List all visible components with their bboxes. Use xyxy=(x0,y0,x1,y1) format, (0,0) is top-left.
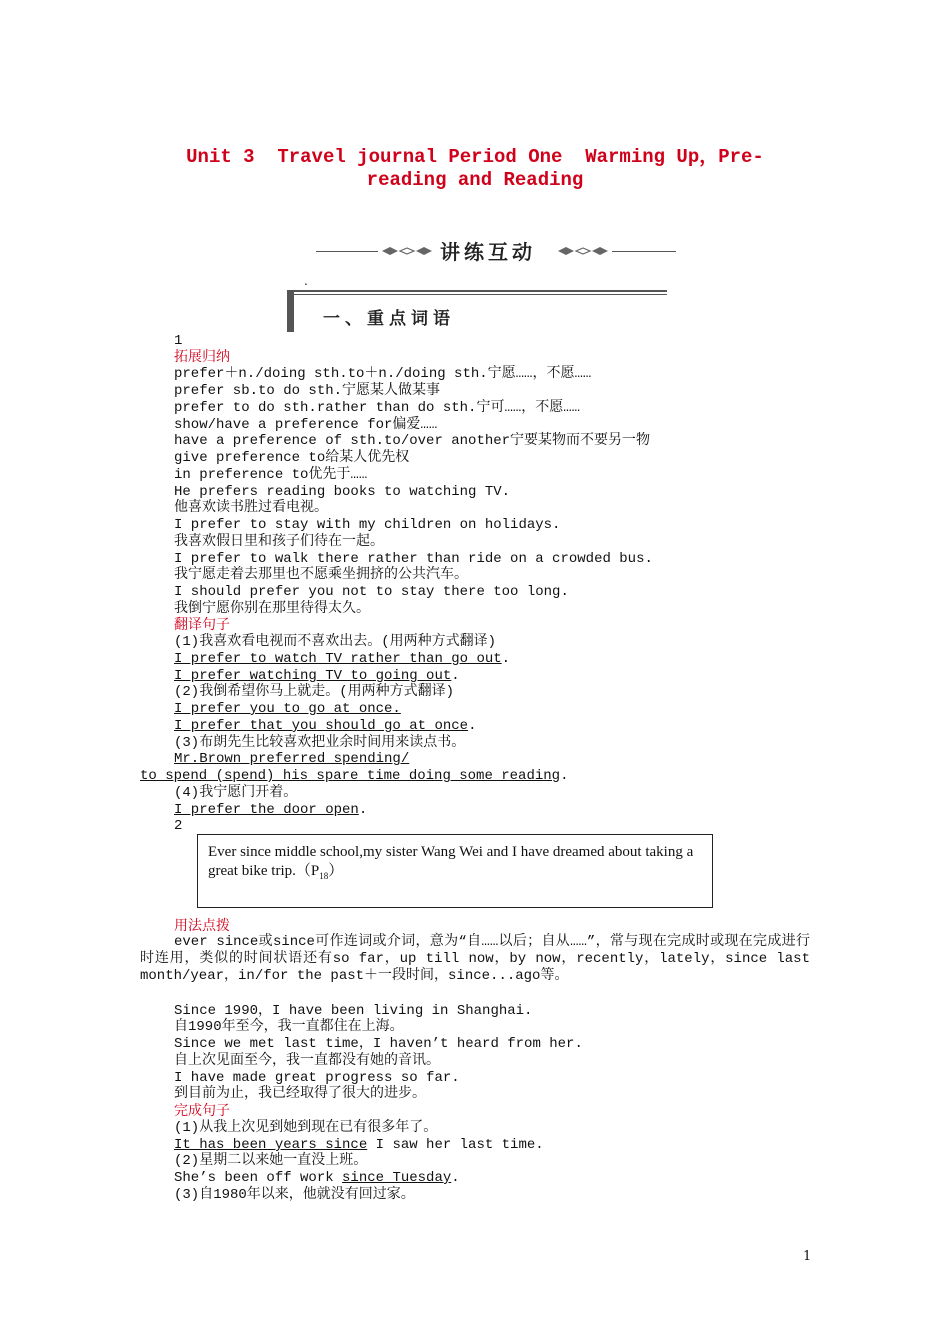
example-line: 我倒宁愿你别在那里待得太久。 xyxy=(174,601,370,617)
section-title: 一、重点词语 xyxy=(323,309,455,329)
item-number: 2 xyxy=(174,818,183,834)
answer-period: . xyxy=(451,1170,460,1186)
ornament-right-icon xyxy=(554,245,612,257)
answer-text: I prefer watching TV to going out xyxy=(174,668,452,684)
quote-close: ） xyxy=(328,863,344,879)
section-top-rule-thin xyxy=(294,294,667,295)
banner-left-rule xyxy=(316,251,378,252)
vocab-line: have a preference of sth.to/over another宁要某物而不要另一物 xyxy=(174,433,651,449)
question-line: (2)星期二以来她一直没上班。 xyxy=(174,1153,368,1169)
subheading-usage: 用法点拨 xyxy=(174,918,230,934)
answer-line xyxy=(140,768,568,784)
answer-line: Mr.Brown preferred spending/ xyxy=(174,751,410,767)
example-line: Since we met last time，I haven’t heard from her. xyxy=(174,1036,583,1052)
title-line-2: reading and Reading xyxy=(366,169,584,191)
answer-line xyxy=(174,668,460,684)
vocab-line: prefer to do sth.rather than do sth.宁可……，不愿…… xyxy=(174,400,581,416)
answer-text: It has been years since xyxy=(174,1137,368,1153)
answer-text: to spend (spend) his spare time doing some reading xyxy=(140,768,561,784)
usage-paragraph: ever since或since可作连词或介词，意为“自……以后；自从……”，常与现在完成时或现在完成进行时连用，类似的时间状语还有so far，up till now，by now，recently，lately，since last month/year，in/for the past＋一段时间，since...ago等。 xyxy=(140,934,810,984)
answer-period: . xyxy=(358,802,368,818)
answer-line xyxy=(174,802,367,818)
vocab-line: prefer sb.to do sth.宁愿某人做某事 xyxy=(174,383,441,399)
example-line: 我宁愿走着去那里也不愿乘坐拥挤的公共汽车。 xyxy=(174,567,468,583)
section-header xyxy=(287,290,667,332)
quote-text: Ever since middle school,my sister Wang Wei and I have dreamed about taking a great bike trip.（P xyxy=(208,844,694,879)
example-line: 自1990年至今，我一直都住在上海。 xyxy=(174,1019,404,1035)
answer-period: . xyxy=(501,651,511,667)
answer-line xyxy=(174,1170,460,1186)
quote-page-ref: 18 xyxy=(319,871,329,881)
example-line: 到目前为止，我已经取得了很大的进步。 xyxy=(174,1086,426,1102)
question-line: (1)我喜欢看电视而不喜欢出去。(用两种方式翻译) xyxy=(174,634,497,650)
answer-text: I prefer that you should go at once xyxy=(174,718,469,734)
section-top-rule xyxy=(294,290,667,292)
example-line: 我喜欢假日里和孩子们待在一起。 xyxy=(174,534,384,550)
answer-rest: I saw her last time. xyxy=(367,1137,544,1153)
example-line: He prefers reading books to watching TV. xyxy=(174,484,511,500)
answer-period: . xyxy=(560,768,569,784)
question-line: (3)自1980年以来，他就没有回过家。 xyxy=(174,1187,415,1203)
answer-line xyxy=(174,1137,544,1153)
vocab-line: in preference to优先于…… xyxy=(174,467,368,483)
page-title xyxy=(140,146,810,192)
page-number: 1 xyxy=(803,1249,812,1264)
answer-text: since Tuesday xyxy=(342,1170,452,1186)
question-line: (3)布朗先生比较喜欢把业余时间用来读点书。 xyxy=(174,735,466,751)
answer-text: I prefer to watch TV rather than go out xyxy=(174,651,502,667)
subheading-translate: 翻译句子 xyxy=(174,617,230,633)
answer-line xyxy=(174,718,476,734)
subheading-complete: 完成句子 xyxy=(174,1103,230,1119)
example-line: Since 1990，I have been living in Shanghai. xyxy=(174,1003,533,1019)
vocab-line: give preference to给某人优先权 xyxy=(174,450,410,466)
vocab-line: show/have a preference for偏爱…… xyxy=(174,417,438,433)
section-side-bar xyxy=(287,290,294,332)
section-banner xyxy=(316,236,676,264)
example-line: I prefer to walk there rather than ride on a crowded bus. xyxy=(174,551,653,567)
example-line: I have made great progress so far. xyxy=(174,1070,460,1086)
question-line: (4)我宁愿门开着。 xyxy=(174,785,298,801)
answer-text: I prefer the door open xyxy=(174,802,359,818)
question-line: (2)我倒希望你马上就走。(用两种方式翻译) xyxy=(174,684,455,700)
quote-box xyxy=(197,834,713,908)
ornament-left-icon xyxy=(378,245,436,257)
stray-dot: . xyxy=(304,274,308,288)
example-line: I prefer to stay with my children on holidays. xyxy=(174,517,561,533)
banner-right-rule xyxy=(612,251,676,252)
banner-title: 讲练互动 xyxy=(440,240,536,264)
title-line-1: Unit 3 Travel journal Period One Warming Up，Pre- xyxy=(186,146,764,168)
subheading-expand: 拓展归纳 xyxy=(174,349,230,365)
answer-period: . xyxy=(451,668,460,684)
answer-period: . xyxy=(468,718,477,734)
question-line: (1)从我上次见到她到现在已有很多年了。 xyxy=(174,1120,438,1136)
example-line: 他喜欢读书胜过看电视。 xyxy=(174,500,328,516)
item-number: 1 xyxy=(174,333,183,349)
answer-prefix: She’s been off work xyxy=(174,1170,343,1186)
vocab-line: prefer＋n./doing sth.to＋n./doing sth.宁愿……，不愿…… xyxy=(174,366,592,382)
example-line: I should prefer you not to stay there too long. xyxy=(174,584,569,600)
example-line: 自上次见面至今，我一直都没有她的音讯。 xyxy=(174,1053,440,1069)
answer-line: I prefer you to go at once. xyxy=(174,701,401,717)
answer-line xyxy=(174,651,510,667)
